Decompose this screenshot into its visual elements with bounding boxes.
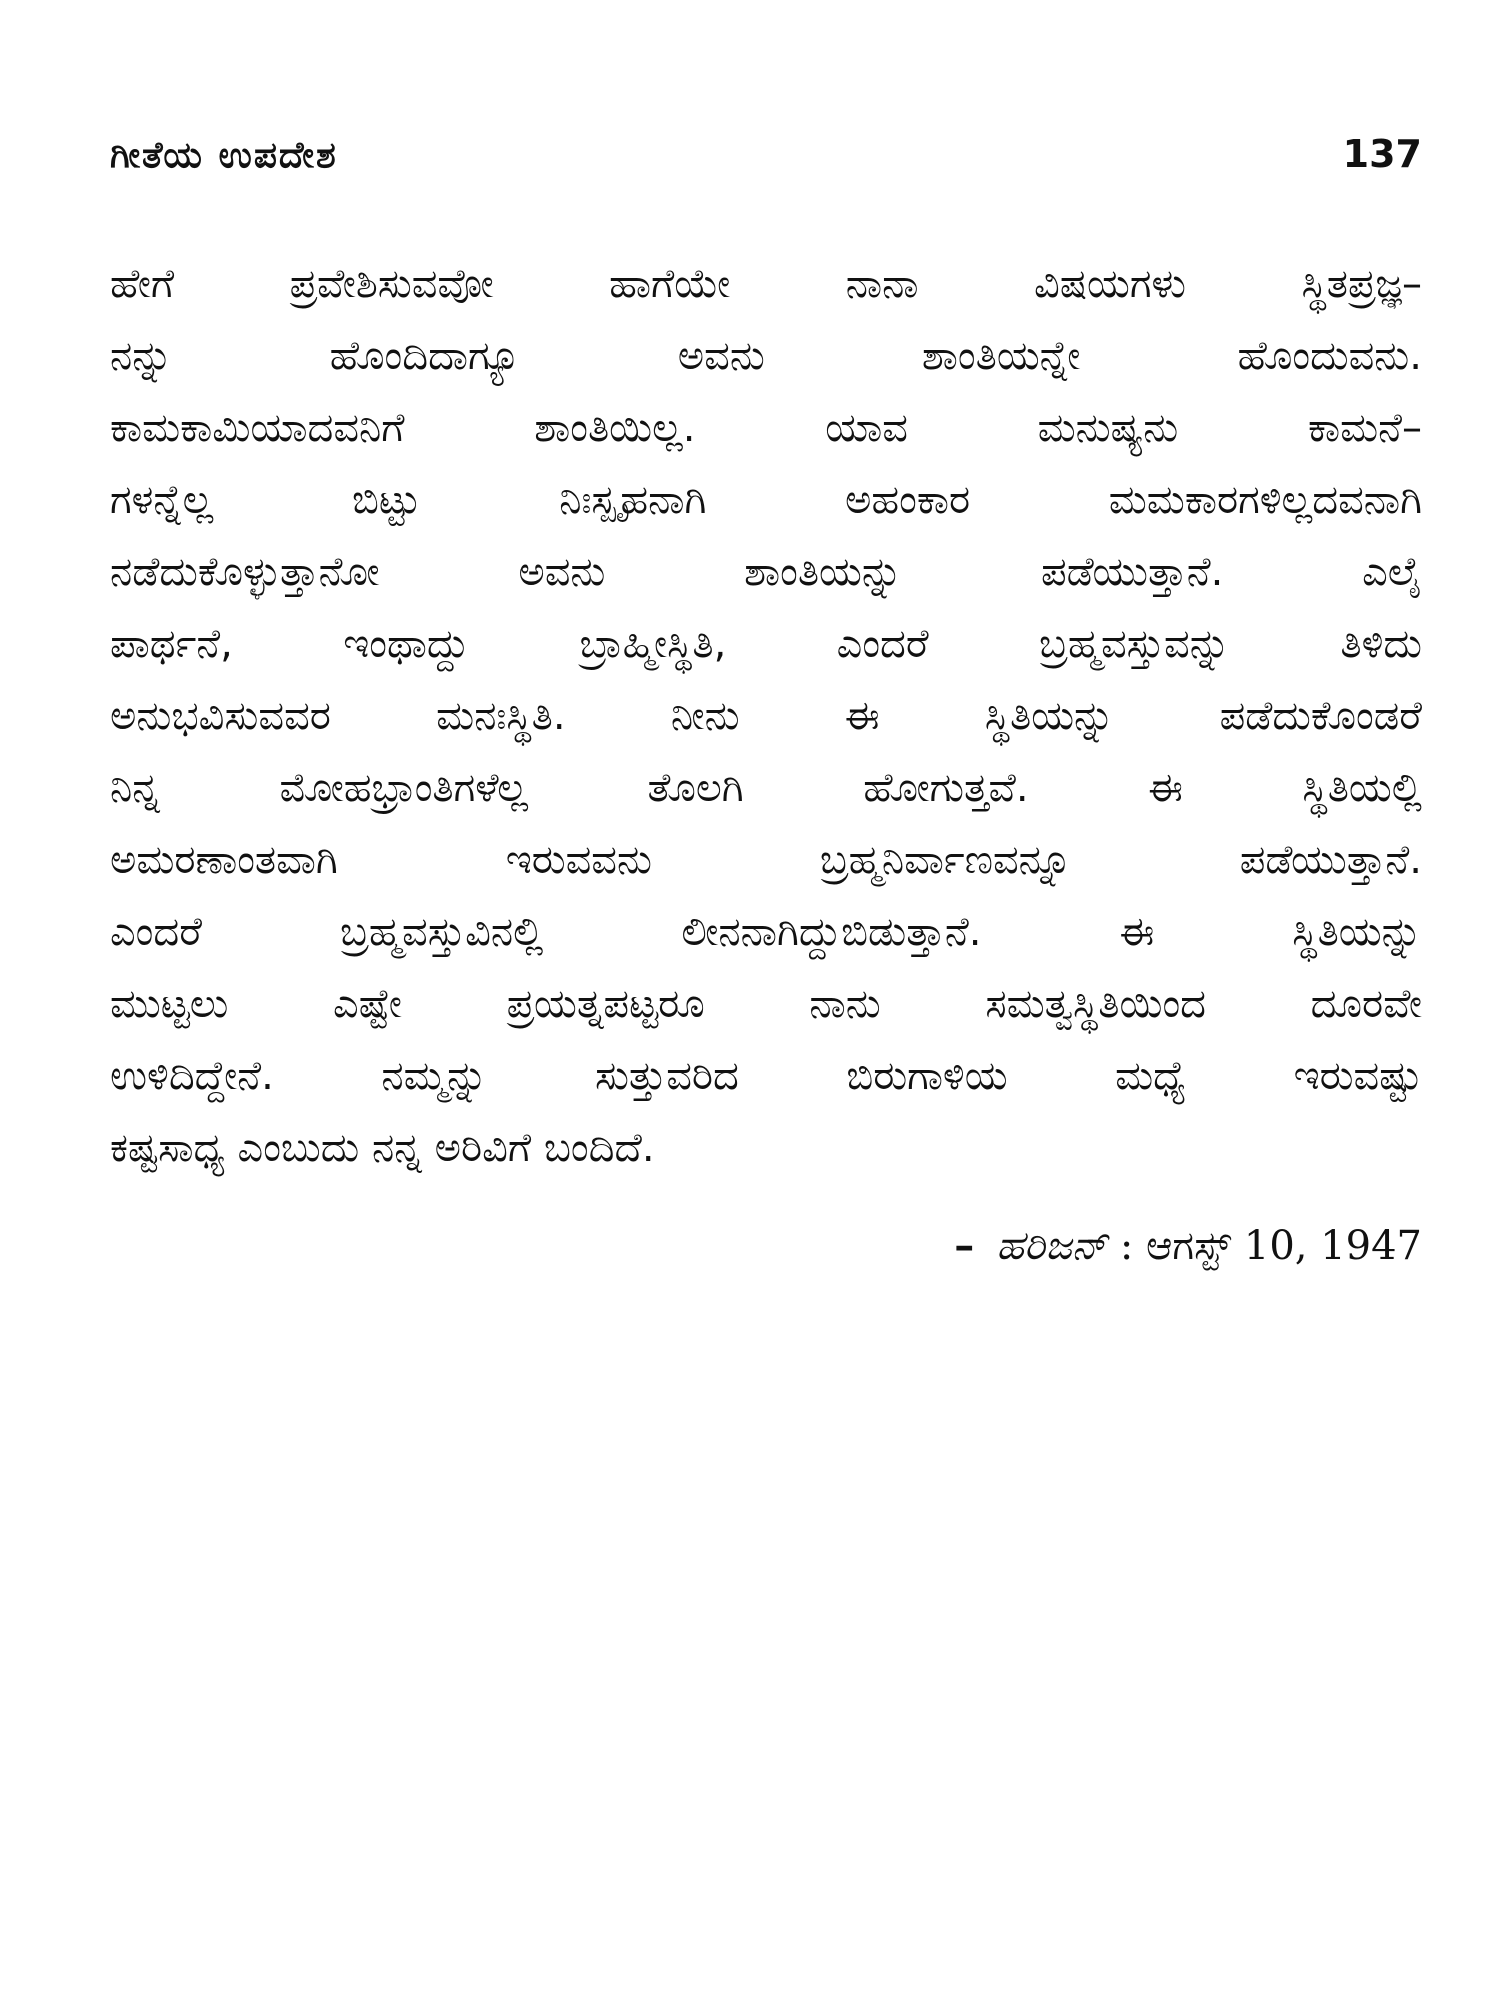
attribution — [954, 1222, 1422, 1269]
text-line: ಗಳನ್ನೆಲ್ಲ ಬಿಟ್ಟು ನಿಃಸ್ಪೃಹನಾಗಿ ಅಹಂಕಾರ ಮಮಕಾರಗಳಿಲ್ಲದವನಾಗಿ — [110, 477, 1422, 523]
text-line: ಅಮರಣಾಂತವಾಗಿ ಇರುವವನು ಬ್ರಹ್ಮನಿರ್ವಾಣವನ್ನೂ ಪಡೆಯುತ್ತಾನೆ. — [110, 837, 1422, 883]
text-line: ಉಳಿದಿದ್ದೇನೆ. ನಮ್ಮನ್ನು ಸುತ್ತುವರಿದ ಬಿರುಗಾಳಿಯ ಮಧ್ಯೆ ಇರುವಷ್ಟು — [110, 1053, 1422, 1099]
text-line: ಮುಟ್ಟಲು ಎಷ್ಟೇ ಪ್ರಯತ್ನಪಟ್ಟರೂ ನಾನು ಸಮತ್ವಸ್ಥಿತಿಯಿಂದ ದೂರವೇ — [110, 981, 1422, 1027]
page-number: 137 — [1342, 132, 1422, 176]
text-line: ಕಾಮಕಾಮಿಯಾದವನಿಗೆ ಶಾಂತಿಯಿಲ್ಲ. ಯಾವ ಮನುಷ್ಯನು ಕಾಮನೆ– — [110, 405, 1422, 451]
attribution-source: ಹರಿಜನ್ — [996, 1223, 1108, 1269]
body-paragraph — [110, 248, 1422, 1184]
running-title: ಗೀತೆಯ ಉಪದೇಶ — [110, 135, 338, 176]
attribution-separator: : — [1107, 1223, 1147, 1269]
text-line: ಹೇಗೆ ಪ್ರವೇಶಿಸುವವೋ ಹಾಗೆಯೇ ನಾನಾ ವಿಷಯಗಳು ಸ್ಥಿತಪ್ರಜ್ಞ– — [110, 261, 1422, 307]
text-line: ನಿನ್ನ ಮೋಹಭ್ರಾಂತಿಗಳೆಲ್ಲ ತೊಲಗಿ ಹೋಗುತ್ತವೆ. ಈ ಸ್ಥಿತಿಯಲ್ಲಿ — [110, 765, 1422, 811]
text-line: ಕಷ್ಟಸಾಧ್ಯ ಎಂಬುದು ನನ್ನ ಅರಿವಿಗೆ ಬಂದಿದೆ. — [110, 1125, 655, 1171]
attribution-date: ಆಗಸ್ಟ್ 10, 1947 — [1146, 1223, 1422, 1269]
text-line: ಅನುಭವಿಸುವವರ ಮನಃಸ್ಥಿತಿ. ನೀನು ಈ ಸ್ಥಿತಿಯನ್ನು ಪಡೆದುಕೊಂಡರೆ — [110, 693, 1422, 739]
text-line: ನಡೆದುಕೊಳ್ಳುತ್ತಾನೋ ಅವನು ಶಾಂತಿಯನ್ನು ಪಡೆಯುತ್ತಾನೆ. ಎಲೈ — [110, 549, 1422, 595]
text-line: ಪಾರ್ಥನೆ, ಇಂಥಾದ್ದು ಬ್ರಾಹ್ಮೀಸ್ಥಿತಿ, ಎಂದರೆ ಬ್ರಹ್ಮವಸ್ತುವನ್ನು ತಿಳಿದು — [110, 621, 1422, 667]
text-line: ನನ್ನು ಹೊಂದಿದಾಗ್ಯೂ ಅವನು ಶಾಂತಿಯನ್ನೇ ಹೊಂದುವನು. — [110, 333, 1422, 379]
attribution-dash: – — [954, 1222, 975, 1269]
text-line: ಎಂದರೆ ಬ್ರಹ್ಮವಸ್ತುವಿನಲ್ಲಿ ಲೀನನಾಗಿದ್ದುಬಿಡುತ್ತಾನೆ. ಈ ಸ್ಥಿತಿಯನ್ನು — [110, 909, 1422, 955]
running-head — [110, 132, 1422, 177]
